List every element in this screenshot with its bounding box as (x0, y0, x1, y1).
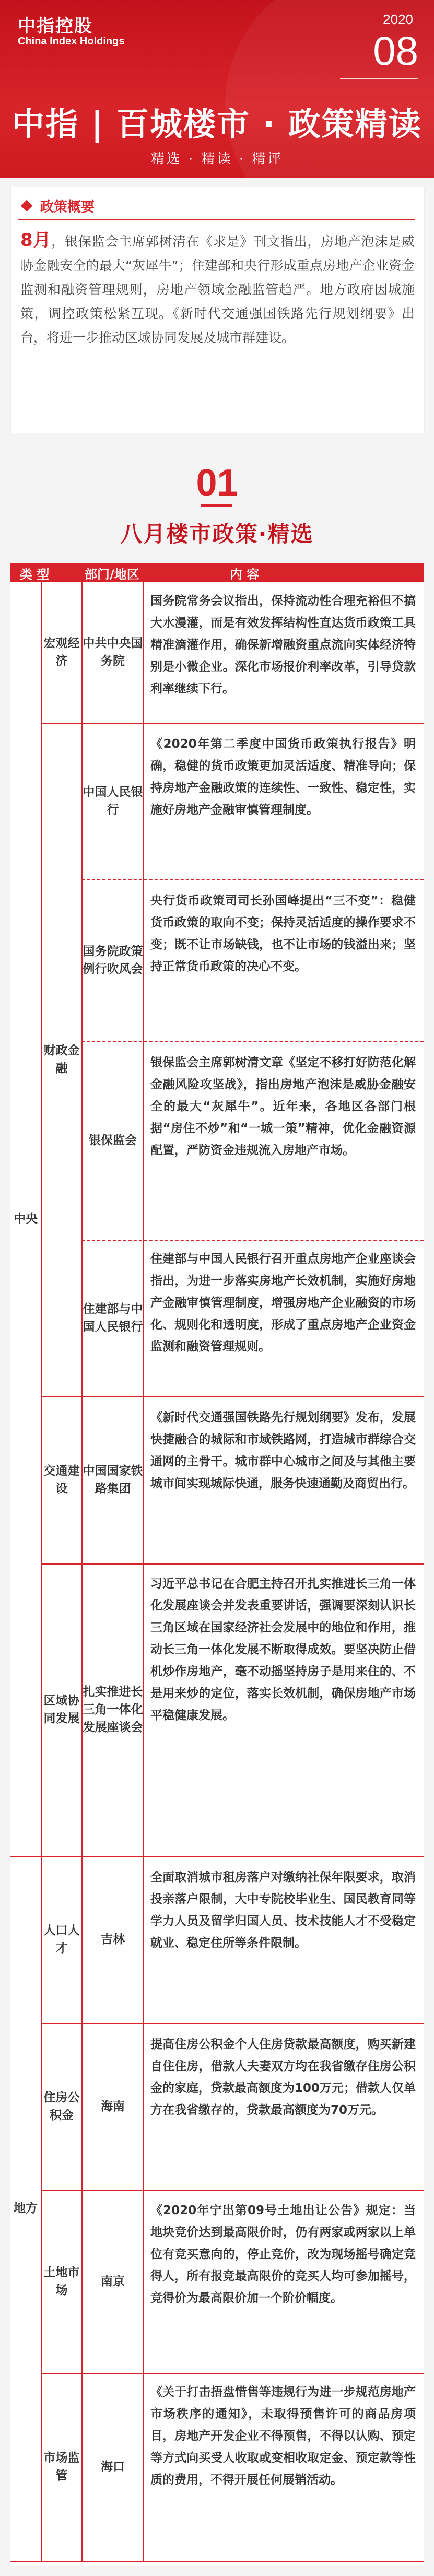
policy-content: 《新时代交通强国铁路先行规划纲要》发布，发展快捷融合的城际和市域铁路网，打造城市群综合交通网的主骨干。城市群中心城市之间及与其他主要城市间实现城际快通，服务快速通勤及商贸出行。 (150, 1411, 416, 1490)
level-central: 中央 (14, 1212, 38, 1226)
category-housing-fund: 住房公积金 (43, 2091, 80, 2122)
column-header-type: 类 型 (20, 567, 50, 582)
dept-label: 海口 (101, 2460, 125, 2474)
overview-card (10, 187, 425, 433)
dept-label: 住建部与中国人民银行 (83, 1302, 143, 1334)
policy-content: 《2020年宁出第09号土地出让公告》规定：当地块竞价达到最高限价时，仍有两家或两家以上单位有竞买意向的，停止竞价，改为现场摇号确定竞得人，所有报竞最高限价的竞买人均可参加摇号，竞得价为最高限价加一个阶价幅度。 (150, 2204, 416, 2305)
dept-label: 中国国家铁路集团 (83, 1464, 143, 1496)
level-local: 地方 (14, 2202, 38, 2215)
table-header (10, 563, 424, 582)
dept-label: 银保监会 (89, 1134, 137, 1147)
policy-content: 习近平总书记在合肥主持召开扎实推进长三角一体化发展座谈会并发表重要讲话，强调要深刻认识长三角区域在国家经济社会发展中的地位和作用，推动长三角一体化发展不断取得成效。要坚决防止借机炒作房地产，毫不动摇坚持房子是用来住的、不是用来炒的定位，落实长效机制，确保房地产市场平稳健康发展。 (150, 1577, 416, 1722)
dept-label: 海南 (101, 2100, 125, 2113)
dept-label: 扎实推进长三角一体化发展座谈会 (83, 1685, 143, 1734)
policy-content: 《2020年第二季度中国货币政策执行报告》明确，稳健的货币政策更加灵活适度、精准导向；保持房地产金融政策的连续性、一致性、稳定性，实施好房地产金融审慎管理制度。 (150, 737, 416, 817)
overview-header (18, 195, 95, 217)
page-title: 中指 | 百城楼市 · 政策精读 (12, 105, 422, 143)
dept-label: 中国人民银行 (83, 785, 143, 817)
policy-content: 全面取消城市租房落户对缴纳社保年限要求，取消投亲落户限制，大中专院校毕业生、国民教育同等学力人员及留学归国人员、技术技能人才不受稳定就业、稳定住所等条件限制。 (150, 1871, 416, 1950)
overview-title: 政策概要 (40, 199, 95, 215)
policy-content: 住建部与中国人民银行召开重点房地产企业座谈会指出，为进一步落实房地产长效机制，实施好房地产金融审慎管理制度，增强房地产企业融资的市场化、规则化和透明度，形成了重点房地产企业资金监测和融资管理规则。 (150, 1252, 416, 1354)
overview-text (20, 228, 415, 350)
section-title: 八月楼市政策·精选 (120, 521, 314, 547)
brand-name-en: China Index Holdings (18, 36, 125, 47)
divider (18, 219, 415, 220)
issue-year: 2020 (383, 11, 413, 27)
policy-content: 《关于打击捂盘惜售等违规行为进一步规范房地产市场秩序的通知》，未取得预售许可的商品房项目，房地产开发企业不得预售，不得以认购、预定等方式向买受人收取或变相收取定金、预定款等性质的费用，不得开展任何展销活动。 (150, 2385, 416, 2487)
dept-label: 南京 (101, 2275, 125, 2288)
section-number: 01 (196, 462, 238, 504)
table-bottom-border (10, 2561, 424, 2562)
category-supervision: 市场监管 (43, 2451, 80, 2483)
column-header-dept: 部门/地区 (85, 567, 139, 582)
dept-label: 国务院政策例行吹风会 (83, 945, 143, 976)
dept-label: 中共中央国务院 (83, 637, 143, 668)
header-banner (0, 0, 434, 178)
policy-content: 银保监会主席郭树清文章《坚定不移打好防范化解金融风险攻坚战》，指出房地产泡沫是威胁金融安全的最大“灰犀牛”。近年来，各地区各部门根据“房住不炒”和“一城一策”精神，优化金融资源配置，严防资金违规流入房地产市场。 (150, 1056, 416, 1157)
column-header-content: 内 容 (230, 567, 260, 582)
policy-content: 央行货币政策司司长孙国峰提出“三不变”：稳健货币政策的取向不变；保持灵活适度的操作要求不变；既不让市场缺钱，也不让市场的钱溢出来；坚持正常货币政策的决心不变。 (150, 894, 416, 973)
overview-highlight: 8月 (20, 230, 52, 251)
category-finance: 财政金融 (43, 1044, 80, 1075)
brand-name-cn: 中指控股 (18, 16, 93, 37)
policy-table (10, 582, 424, 2566)
dept-label: 吉林 (101, 1933, 125, 1946)
column-separator (143, 582, 144, 2561)
category-talent: 人口人才 (43, 1924, 80, 1955)
page-subtitle: 精选 · 精读 · 精评 (150, 151, 284, 167)
policy-content: 国务院常务会议指出，保持流动性合理充裕但不搞大水漫灌，而是有效发挥结构性直达货币政策工具精准滴灌作用，确保新增融资重点流向实体经济特别是小微企业。深化市场报价利率改革，引导贷款利率继续下行。 (150, 594, 416, 696)
overview-body: ，银保监会主席郭树清在《求是》刊文指出，房地产泡沫是威胁金融安全的最大“灰犀牛”；住建部和央行形成重点房地产企业资金监测和融资管理规则，房地产领域金融监管趋严。地方政府因城施策，调控政策松紧互现。《新时代交通强国铁路先行规划纲要》出台，将进一步推动区域协同发展及城市群建设。 (20, 234, 415, 345)
section-underline (201, 504, 232, 507)
category-regional: 区域协同发展 (43, 1694, 80, 1725)
policy-content: 提高住房公积金个人住房贷款最高额度，购买新建自住住房，借款人夫妻双方均在我省缴存住房公积金的家庭，贷款最高额度为100万元；借款人仅单方在我省缴存的，贷款最高额度为70万元。 (150, 2038, 416, 2117)
category-transport: 交通建设 (43, 1464, 80, 1496)
divider (340, 78, 418, 79)
category-macro-economy: 宏观经济 (43, 637, 80, 668)
diamond-icon (21, 200, 33, 212)
category-land: 土地市场 (43, 2266, 80, 2297)
issue-month: 08 (373, 28, 418, 74)
